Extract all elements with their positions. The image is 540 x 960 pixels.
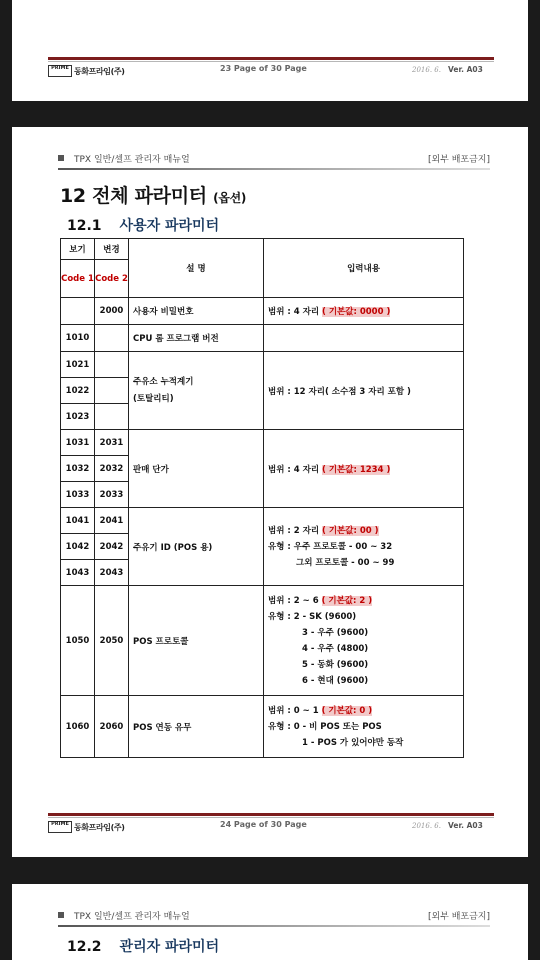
header-view-code: Code 1 (61, 260, 95, 298)
table-row: 1041 2041 주유기 ID (POS 용) 범위 : 2 자리 ( 기본값: 00 ) 유형 : 우주 프로토콜 - 00 ~ 32 그외 프로토콜 - 00 ~ 99 (61, 508, 464, 534)
company-logo: PRIME 동화프라임(주) (48, 821, 124, 833)
table-row: 1010 CPU 롬 프로그램 버전 (61, 325, 464, 352)
parameter-table (60, 238, 464, 758)
table-row: 1031 2031 판매 단가 범위 : 4 자리 ( 기본값: 1234 ) (61, 430, 464, 456)
default-value: ( 기본값: 0000 ) (322, 307, 391, 317)
header-description: 설 명 (129, 239, 264, 298)
doc-date: 2016. 6. (412, 66, 441, 74)
page-footer (48, 57, 494, 78)
company-name: 동화프라임(주) (74, 822, 125, 832)
page-number: 24 Page of 30 Page (220, 820, 307, 829)
default-value: ( 기본값: 1234 ) (322, 464, 391, 475)
table-row: 1060 2060 POS 연동 유무 범위 : 0 ~ 1 ( 기본값: 0 ) 유형 : 0 - 비 POS 또는 POS 1 - POS 가 있어야만 동작 (61, 696, 464, 758)
header-change: 변경 (95, 239, 129, 260)
table-row: 1032 2032 (61, 456, 464, 482)
bullet-square-icon (58, 155, 64, 161)
document-page (12, 0, 528, 101)
header-input: 입력내용 (264, 239, 464, 298)
company-logo: PRIME 동화프라임(주) (48, 65, 124, 77)
page-footer (48, 813, 494, 834)
table-row: 1050 2050 POS 프로토콜 범위 : 2 ~ 6 ( 기본값: 2 ) 유형 : 2 - SK (9600) 3 - 우주 (9600) 4 - 우주 (4800) 5 - 동화 (9600) 6 - 현대 (9600) (61, 586, 464, 696)
table-row: 1022 (61, 378, 464, 404)
table-row: 1033 2033 (61, 482, 464, 508)
page-header (58, 152, 490, 170)
page-header (58, 909, 490, 927)
section-title: 12 전체 파라미터 (옵션) (60, 185, 247, 207)
bullet-square-icon (58, 912, 64, 918)
table-row: 2000 사용자 비밀번호 범위 : 4 자리 ( 기본값: 0000 ) (61, 298, 464, 325)
default-value: ( 기본값: 0 ) (321, 705, 373, 716)
default-value: ( 기본값: 2 ) (321, 595, 373, 606)
table-row: 1023 (61, 404, 464, 430)
default-value: ( 기본값: 00 ) (322, 525, 379, 536)
table-row: 1021 주유소 누적계기 (토탈리티) 범위 : 12 자리( 소수점 3 자리 포함 ) (61, 352, 464, 378)
page-number: 23 Page of 30 Page (220, 64, 307, 73)
manual-title: TPX 일반/셀프 관리자 매뉴얼 (74, 912, 190, 922)
header-view: 보기 (61, 239, 95, 260)
doc-version: Ver. A03 (448, 821, 483, 830)
distribution-notice: [외부 배포금지] (427, 912, 490, 922)
table-row: 1043 2043 (61, 560, 464, 586)
subsection-title: 12.2 관리자 파라미터 (67, 939, 220, 955)
doc-version: Ver. A03 (448, 65, 483, 74)
doc-date: 2016. 6. (412, 822, 441, 830)
table-row: 1042 2042 (61, 534, 464, 560)
subsection-title: 12.1 사용자 파라미터 (67, 218, 220, 234)
header-change-code: Code 2 (95, 260, 129, 298)
distribution-notice: [외부 배포금지] (427, 155, 490, 165)
company-name: 동화프라임(주) (74, 66, 125, 76)
manual-title: TPX 일반/셀프 관리자 매뉴얼 (74, 155, 190, 165)
